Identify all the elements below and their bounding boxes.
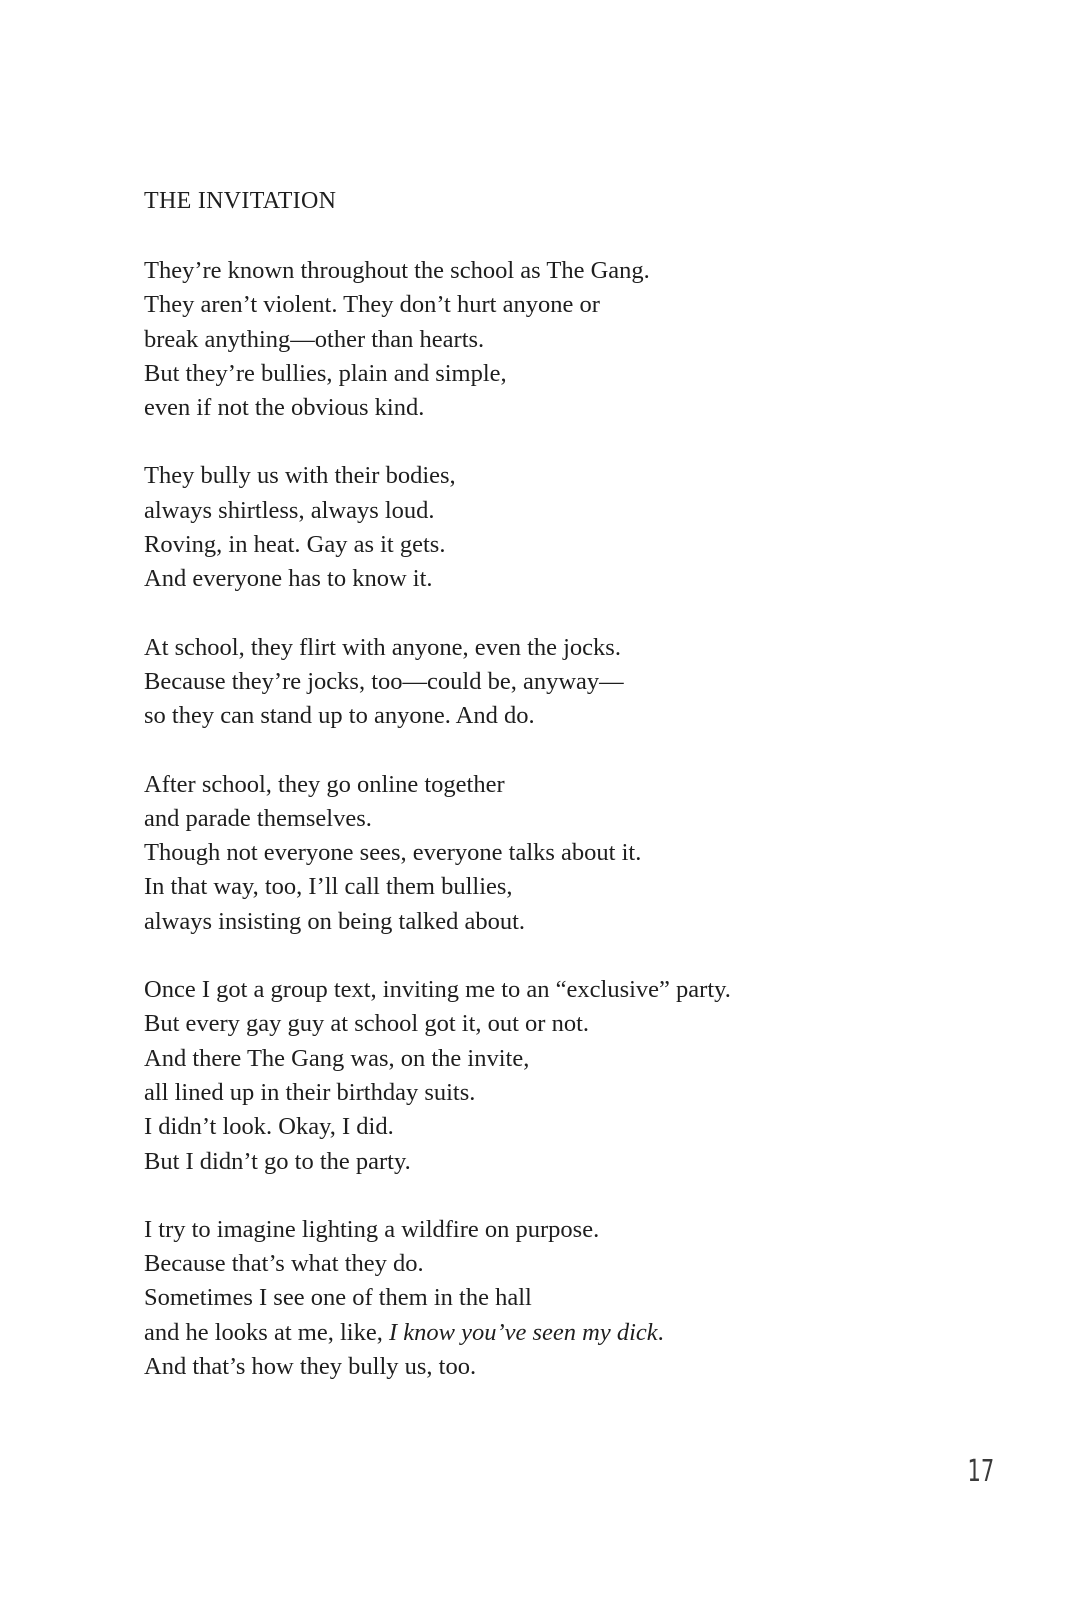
- poem-line: After school, they go online together: [144, 770, 505, 798]
- poem-line: They aren’t violent. They don’t hurt anyone or: [144, 291, 600, 319]
- poem-line: And that’s how they bully us, too.: [144, 1353, 477, 1381]
- poem-line: Roving, in heat. Gay as it gets.: [144, 531, 446, 559]
- line-suffix: .: [657, 1318, 664, 1346]
- poem-line: always shirtless, always loud.: [144, 496, 435, 524]
- poem-line: break anything—other than hearts.: [144, 325, 485, 353]
- poem: [144, 184, 964, 1418]
- poem-line: They’re known throughout the school as The Gang.: [144, 257, 650, 284]
- stanza-5: [144, 973, 964, 1179]
- page-number: 17: [967, 1454, 994, 1489]
- poem-line: even if not the obvious kind.: [144, 394, 425, 422]
- poem-line: But I didn’t go to the party.: [144, 1147, 411, 1175]
- poem-line: all lined up in their birthday suits.: [144, 1078, 476, 1106]
- poem-line: Once I got a group text, inviting me to an “exclusive” party.: [144, 976, 731, 1004]
- poem-line: I try to imagine lighting a wildfire on purpose.: [144, 1215, 600, 1243]
- poem-line: I didn’t look. Okay, I did.: [144, 1113, 394, 1141]
- stanza-6: [144, 1213, 964, 1384]
- line-prefix: and he looks at me, like,: [144, 1318, 389, 1346]
- poem-line: and parade themselves.: [144, 804, 372, 832]
- stanza-1: [144, 254, 964, 425]
- stanza-2: [144, 459, 964, 596]
- poem-title: THE INVITATION: [144, 188, 337, 214]
- poem-line: Because that’s what they do.: [144, 1250, 424, 1278]
- poem-line: In that way, too, I’ll call them bullies,: [144, 873, 513, 901]
- poem-line: And there The Gang was, on the invite,: [144, 1044, 530, 1072]
- poem-line: so they can stand up to anyone. And do.: [144, 702, 535, 730]
- stanza-3: [144, 631, 964, 734]
- stanza-4: [144, 768, 964, 939]
- poem-line: At school, they flirt with anyone, even the jocks.: [144, 633, 621, 661]
- poem-line: They bully us with their bodies,: [144, 462, 456, 490]
- poem-line: Sometimes I see one of them in the hall: [144, 1284, 532, 1312]
- poem-line-with-italic: [144, 1316, 964, 1350]
- poem-line: Though not everyone sees, everyone talks about it.: [144, 839, 642, 867]
- poem-line: But every gay guy at school got it, out or not.: [144, 1010, 590, 1038]
- poem-line: Because they’re jocks, too—could be, anyway—: [144, 667, 624, 695]
- poem-line: always insisting on being talked about.: [144, 907, 526, 935]
- poem-line: But they’re bullies, plain and simple,: [144, 359, 507, 387]
- italic-phrase: I know you’ve seen my dick: [388, 1318, 658, 1346]
- poem-line: And everyone has to know it.: [144, 565, 433, 593]
